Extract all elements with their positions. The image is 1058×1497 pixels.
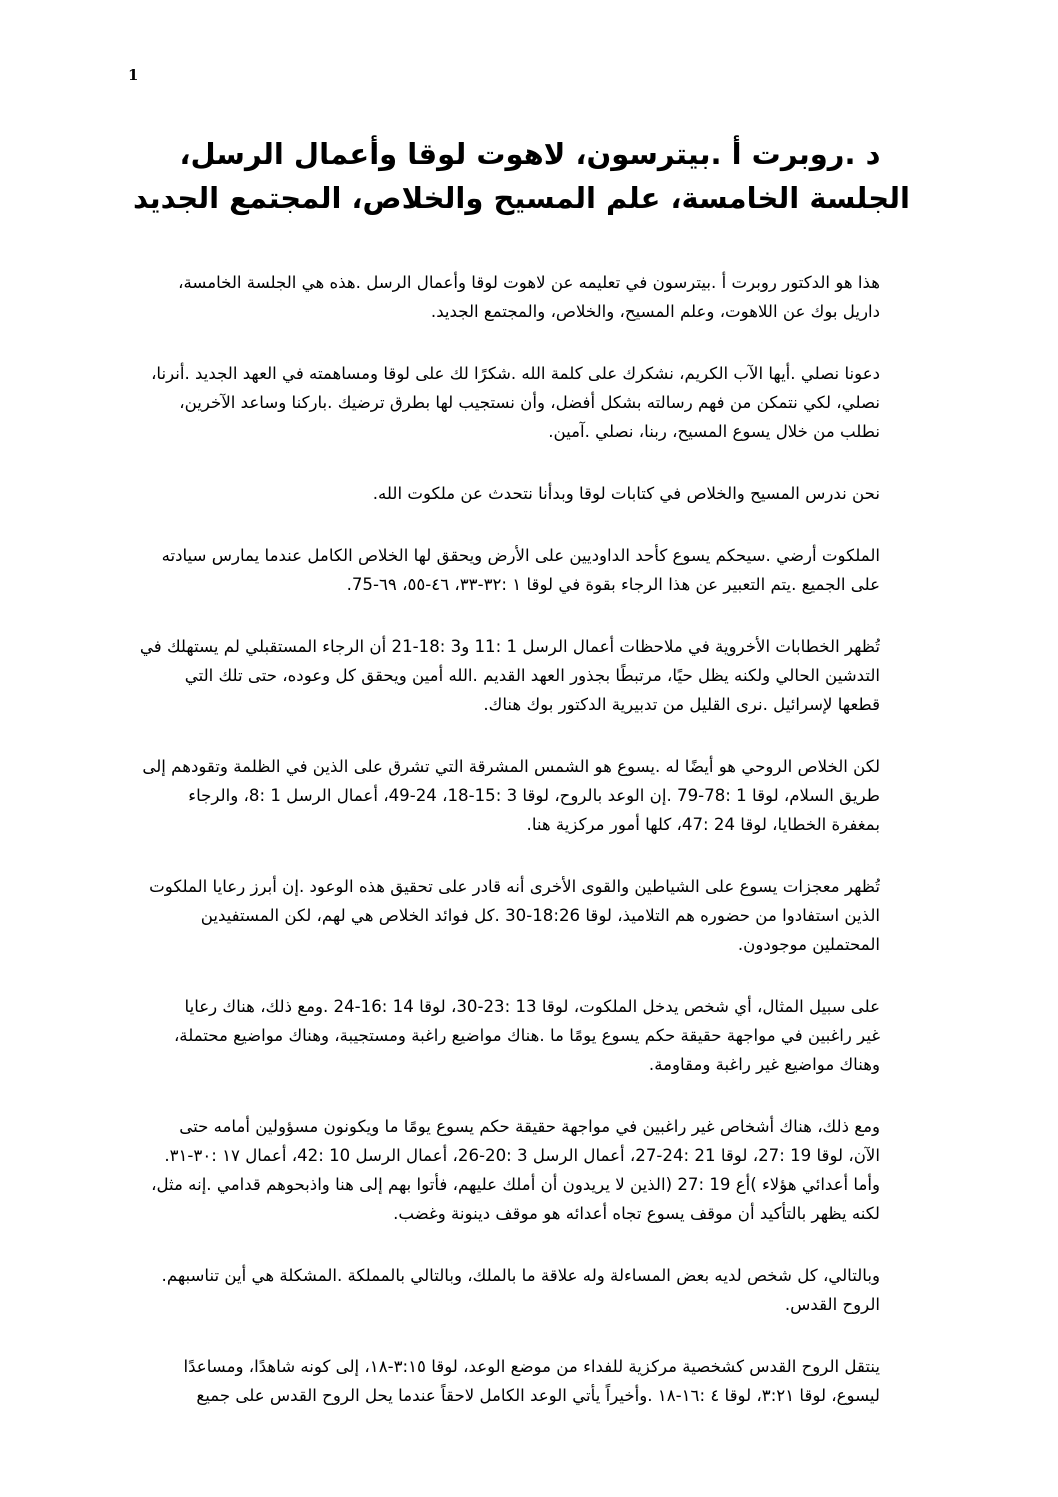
text-line: دعونا نصلي .أيها الآب الكريم، نشكرك على كلمة الله .شكرًا لك على لوقا ومساهمته في العهد الجديد .أنرنا، — [151, 364, 880, 383]
text-line: تُظهر معجزات يسوع على الشياطين والقوى الأخرى أنه قادر على تحقيق هذه الوعود .إن أبرز رعايا الملكوت — [149, 877, 880, 896]
page-number: 1 — [128, 66, 139, 84]
text-line: الروح القدس. — [784, 1295, 880, 1314]
text-line: بمغفرة الخطايا، لوقا 24 :47، كلها أمور مركزية هنا. — [526, 815, 880, 834]
text-line: ليسوع، لوقا ٣:٢١، لوقا ٤ :١٦-١٨ .وأخيراً يأتي الوعد الكامل لاحقاً عندما يحل الروح القدس على جميع — [196, 1386, 880, 1405]
paragraph-10 — [128, 1261, 880, 1319]
paragraph-2 — [128, 359, 880, 446]
text-line: لكن الخلاص الروحي هو أيضًا له .يسوع هو الشمس المشرقة التي تشرق على الذين في الظلمة وتقودهم إلى — [142, 757, 880, 776]
paragraph-1 — [128, 268, 880, 326]
text-line: داريل بوك عن اللاهوت، وعلم المسيح، والخلاص، والمجتمع الجديد. — [430, 302, 880, 321]
text-line: المحتملين موجودون. — [737, 935, 880, 954]
paragraph-8 — [128, 992, 880, 1079]
paragraph-9 — [128, 1112, 880, 1228]
text-line: نطلب من خلال يسوع المسيح، ربنا، نصلي .آمين. — [548, 422, 880, 441]
paragraph-11 — [128, 1352, 880, 1410]
text-line: التدشين الحالي ولكنه يظل حيًا، مرتبطًا بجذور العهد القديم .الله أمين ويحقق كل وعوده، حتى تلك التي — [184, 666, 880, 685]
text-line: هذا هو الدكتور روبرت أ .بيترسون في تعليمه عن لاهوت لوقا وأعمال الرسل .هذه هي الجلسة الخامسة، — [178, 273, 880, 292]
text-line: وأما أعدائي هؤلاء )أع 19 :27 (الذين لا يريدون أن أملك عليهم، فأتوا بهم إلى هنا واذبحوهم قدامي .إنه مثل، — [151, 1175, 880, 1194]
paragraph-7 — [128, 872, 880, 959]
text-line: لكنه يظهر بالتأكيد أن موقف يسوع تجاه أعدائه هو موقف دينونة وغضب. — [393, 1204, 880, 1223]
document-body — [128, 268, 880, 1443]
text-line: ينتقل الروح القدس كشخصية مركزية للفداء من موضع الوعد، لوقا ٣:١٥-١٨، إلى كونه شاهدًا، ومساعدًا — [183, 1357, 880, 1376]
text-line: الآن، لوقا 19 :27، لوقا 21 :24-27، أعمال الرسل 3 :20-26، أعمال الرسل 10 :42، أعمال ١٧ :٣٠-٣١. — [164, 1146, 880, 1165]
title-line-2: الجلسة الخامسة، علم المسيح والخلاص، المجتمع الجديد — [132, 181, 910, 215]
text-line: نصلي، لكي نتمكن من فهم رسالته بشكل أفضل، وأن نستجيب لها بطرق ترضيك .باركنا وساعد الآخرين، — [179, 393, 880, 412]
text-line: تُظهر الخطابات الأخروية في ملاحظات أعمال الرسل 1 :11 و3 :18-21 أن الرجاء المستقبلي لم يستهلك في — [139, 637, 880, 656]
text-line: على الجميع .يتم التعبير عن هذا الرجاء بقوة في لوقا ١ :٣٢-٣٣، ٤٦-٥٥، ٦٩-75. — [346, 575, 880, 594]
document-title — [132, 132, 910, 220]
paragraph-6 — [128, 752, 880, 839]
text-line: وهناك مواضيع غير راغبة ومقاومة. — [648, 1055, 880, 1074]
text-line: قطعها لإسرائيل .نرى القليل من تدبيرية الدكتور بوك هناك. — [483, 695, 880, 714]
paragraph-4 — [128, 541, 880, 599]
text-line: ومع ذلك، هناك أشخاص غير راغبين في مواجهة حقيقة حكم يسوع يومًا ما ويكونون مسؤولين أمامه حتى — [179, 1117, 880, 1136]
text-line: على سبيل المثال، أي شخص يدخل الملكوت، لوقا 13 :23-30، لوقا 14 :16-24 .ومع ذلك، هناك رعايا — [184, 997, 880, 1016]
text-line: نحن ندرس المسيح والخلاص في كتابات لوقا وبدأنا نتحدث عن ملكوت الله. — [372, 484, 880, 503]
text-line: وبالتالي، كل شخص لديه بعض المساءلة وله علاقة ما بالملك، وبالتالي بالمملكة .المشكلة هي أين تناسبهم. — [161, 1266, 880, 1285]
text-line: الذين استفادوا من حضوره هم التلاميذ، لوقا 18:26-30 .كل فوائد الخلاص هي لهم، لكن المستفيدين — [200, 906, 880, 925]
title-line-1: د .روبرت أ .بيترسون، لاهوت لوقا وأعمال الرسل، — [179, 137, 881, 171]
paragraph-3 — [128, 479, 880, 508]
text-line: الملكوت أرضي .سيحكم يسوع كأحد الداوديين على الأرض ويحقق لها الخلاص الكامل عندما يمارس سيادته — [161, 546, 880, 565]
paragraph-5 — [128, 632, 880, 719]
text-line: غير راغبين في مواجهة حقيقة حكم يسوع يومًا ما .هناك مواضيع راغبة ومستجيبة، وهناك مواضيع محتملة، — [173, 1026, 880, 1045]
text-line: طريق السلام، لوقا 1 :78-79 .إن الوعد بالروح، لوقا 3 :15-18، 24-49، أعمال الرسل 1 :8، والرجاء — [188, 786, 880, 805]
